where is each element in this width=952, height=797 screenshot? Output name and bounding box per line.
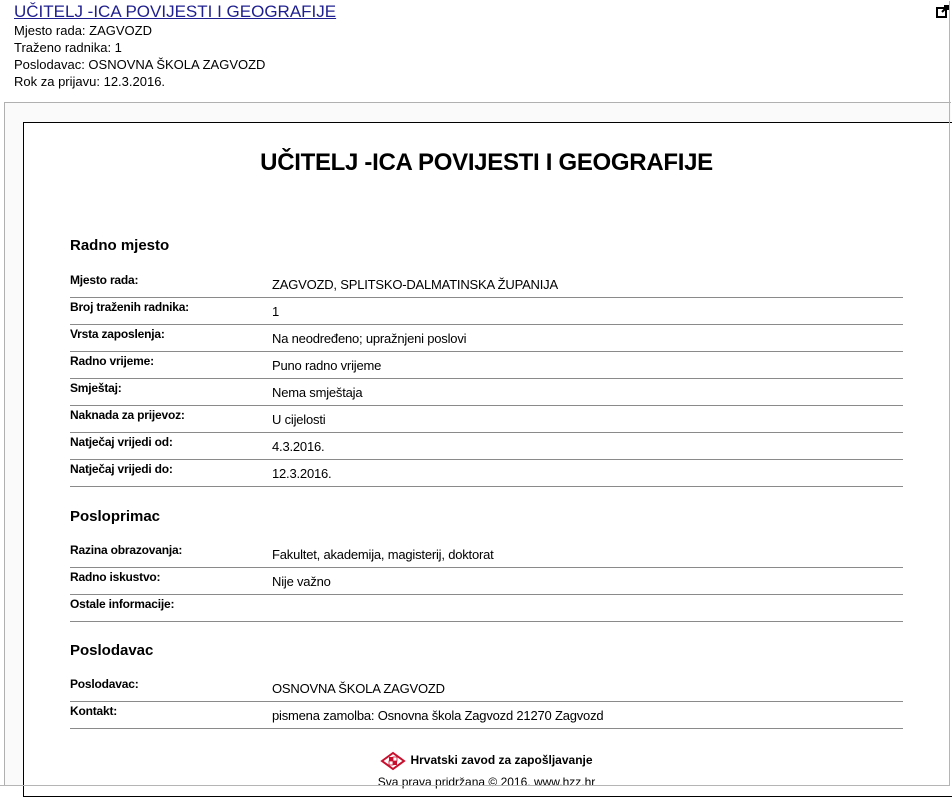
table-row — [70, 271, 903, 298]
document-title: UČITELJ -ICA POVIJESTI I GEOGRAFIJE — [260, 149, 713, 176]
listing-deadline: Rok za prijavu: 12.3.2016. — [14, 74, 166, 89]
row-value: U cijelosti — [272, 412, 326, 427]
table-row — [70, 460, 903, 487]
footer-brand — [24, 751, 949, 771]
row-label: Smještaj: — [70, 381, 122, 395]
section-heading-radno-mjesto: Radno mjesto — [70, 237, 170, 254]
row-value: Nije važno — [272, 574, 331, 589]
listing-location: Mjesto rada: ZAGVOZD — [14, 23, 152, 38]
row-value: Fakultet, akademija, magisterij, doktorat — [272, 547, 494, 562]
listing-employer: Poslodavac: OSNOVNA ŠKOLA ZAGVOZD — [14, 57, 266, 72]
section-heading-poslodavac: Poslodavac — [70, 642, 154, 659]
row-label: Ostale informacije: — [70, 597, 175, 611]
row-label: Natječaj vrijedi od: — [70, 435, 173, 449]
table-row — [70, 298, 903, 325]
table-row — [70, 595, 903, 622]
row-value: 12.3.2016. — [272, 466, 332, 481]
external-share-icon[interactable] — [936, 4, 950, 18]
listing-title-link[interactable]: UČITELJ -ICA POVIJESTI I GEOGRAFIJE — [14, 2, 337, 21]
footer-copyright: Sva prava pridržana © 2016. www.hzz.hr — [377, 775, 596, 789]
row-value: Puno radno vrijeme — [272, 358, 382, 373]
listing-workers: Traženo radnika: 1 — [14, 40, 122, 55]
row-label: Natječaj vrijedi do: — [70, 462, 173, 476]
row-label: Radno iskustvo: — [70, 570, 161, 584]
listing-summary — [14, 2, 336, 90]
row-label: Naknada za prijevoz: — [70, 408, 185, 422]
row-value: ZAGVOZD, SPLITSKO-DALMATINSKA ŽUPANIJA — [272, 277, 558, 292]
table-row — [70, 541, 903, 568]
footer-brand-text: Hrvatski zavod za zapošljavanje — [410, 753, 593, 768]
row-value: 4.3.2016. — [272, 439, 325, 454]
table-row — [70, 325, 903, 352]
row-value: Na neodređeno; upražnjeni poslovi — [272, 331, 467, 346]
row-label: Broj traženih radnika: — [70, 300, 189, 314]
table-row — [70, 352, 903, 379]
row-label: Radno vrijeme: — [70, 354, 154, 368]
row-value: pismena zamolba: Osnovna škola Zagvozd 21270 Zagvozd — [272, 708, 604, 723]
row-value: 1 — [272, 304, 280, 319]
table-row — [70, 433, 903, 460]
table-row — [70, 379, 903, 406]
table-row — [70, 406, 903, 433]
row-label: Poslodavac: — [70, 677, 139, 691]
table-row — [70, 702, 903, 729]
row-label: Mjesto rada: — [70, 273, 139, 287]
section-heading-posloprimac: Posloprimac — [70, 508, 161, 525]
row-label: Razina obrazovanja: — [70, 543, 183, 557]
table-row — [70, 568, 903, 595]
row-value: OSNOVNA ŠKOLA ZAGVOZD — [272, 681, 445, 696]
hzz-logo-icon — [380, 751, 406, 771]
table-row — [70, 675, 903, 702]
row-label: Kontakt: — [70, 704, 118, 718]
job-document — [23, 122, 952, 797]
row-label: Vrsta zaposlenja: — [70, 327, 165, 341]
row-value: Nema smještaja — [272, 385, 363, 400]
